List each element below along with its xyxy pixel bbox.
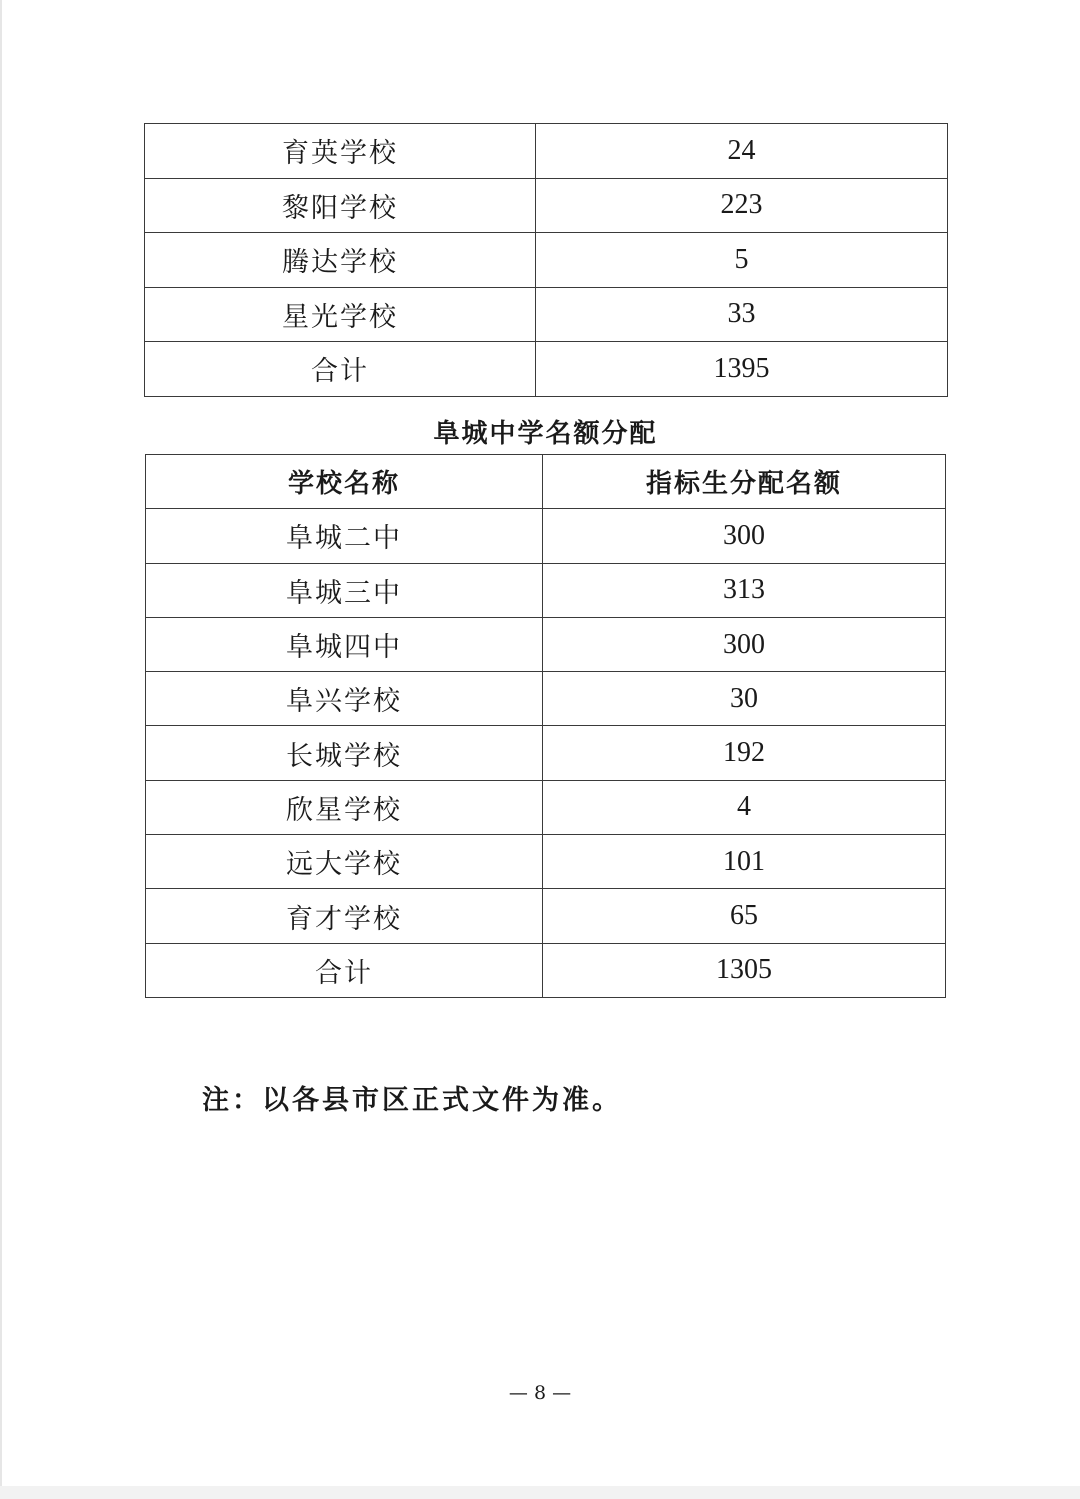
school-name-cell: 欣星学校	[146, 780, 543, 834]
page-number: — 8 —	[508, 1382, 572, 1404]
quota-value-cell: 313	[543, 563, 946, 617]
total-label-cell: 合计	[145, 342, 536, 397]
quota-value-cell: 5	[536, 233, 948, 288]
table-row	[146, 889, 946, 943]
table-row	[146, 780, 946, 834]
school-name-header: 学校名称	[146, 455, 543, 509]
table-row	[145, 124, 948, 179]
school-name-cell: 阜城三中	[146, 563, 543, 617]
table-row	[146, 672, 946, 726]
school-name-cell: 阜城二中	[146, 509, 543, 563]
quota-value-cell: 300	[543, 509, 946, 563]
fucheng-quota-table	[145, 454, 946, 998]
footnote: 注：以各县市区正式文件为准。	[202, 1085, 622, 1116]
quota-value-cell: 192	[543, 726, 946, 780]
school-name-cell: 阜兴学校	[146, 672, 543, 726]
table-header-row	[146, 455, 946, 509]
quota-value-cell: 101	[543, 835, 946, 889]
table-row	[146, 835, 946, 889]
section-title: 阜城中学名额分配	[433, 419, 658, 449]
table-row	[145, 287, 948, 342]
school-name-cell: 星光学校	[145, 287, 536, 342]
table-row	[146, 563, 946, 617]
quota-table-continued	[144, 123, 948, 397]
total-value-cell: 1395	[536, 342, 948, 397]
page-bottom-edge	[0, 1486, 1080, 1499]
table-row	[145, 233, 948, 288]
table-row	[145, 178, 948, 233]
table-row	[146, 617, 946, 671]
school-name-cell: 育才学校	[146, 889, 543, 943]
table-total-row	[146, 943, 946, 997]
total-label-cell: 合计	[146, 943, 543, 997]
quota-value-cell: 65	[543, 889, 946, 943]
school-name-cell: 腾达学校	[145, 233, 536, 288]
quota-value-cell: 30	[543, 672, 946, 726]
quota-value-cell: 223	[536, 178, 948, 233]
quota-value-cell: 24	[536, 124, 948, 179]
quota-value-cell: 4	[543, 780, 946, 834]
school-name-cell: 阜城四中	[146, 617, 543, 671]
table-total-row	[145, 342, 948, 397]
table-row	[146, 726, 946, 780]
table-row	[146, 509, 946, 563]
school-name-cell: 长城学校	[146, 726, 543, 780]
quota-value-cell: 33	[536, 287, 948, 342]
school-name-cell: 育英学校	[145, 124, 536, 179]
quota-value-cell: 300	[543, 617, 946, 671]
page-left-edge	[0, 0, 2, 1499]
school-name-cell: 远大学校	[146, 835, 543, 889]
quota-header: 指标生分配名额	[543, 455, 946, 509]
school-name-cell: 黎阳学校	[145, 178, 536, 233]
total-value-cell: 1305	[543, 943, 946, 997]
